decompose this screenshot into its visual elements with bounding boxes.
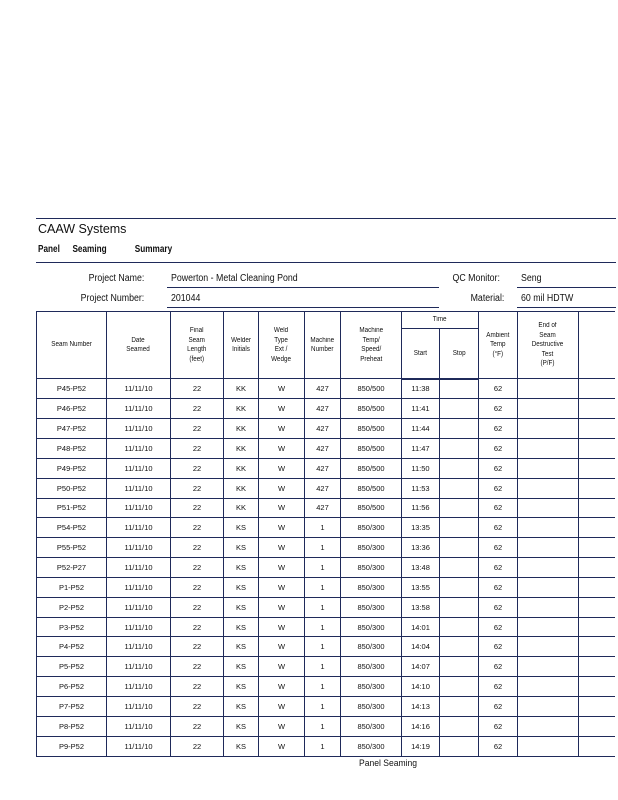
- cell-seam-number: P46-P52: [37, 399, 107, 419]
- cell-ambient-temp: 62: [479, 458, 518, 478]
- cell-weld-type: W: [259, 716, 305, 736]
- cell-machine-temp: 850/500: [341, 399, 402, 419]
- cell-machine-temp: 850/300: [341, 577, 402, 597]
- cell-date-seamed: 11/11/10: [107, 558, 171, 578]
- cell-time-start: 14:07: [402, 657, 440, 677]
- report-subtitle: [38, 244, 172, 255]
- cell-destructive-test: [518, 498, 579, 518]
- cell-time-start: 14:16: [402, 716, 440, 736]
- table-row: [37, 637, 615, 657]
- col-machine-temp: Machine Temp/ Speed/ Preheat: [341, 312, 402, 379]
- cell-final-length: 22: [171, 518, 224, 538]
- cell-time-stop: [440, 538, 479, 558]
- cell-weld-type: W: [259, 498, 305, 518]
- header-rule: [36, 262, 616, 263]
- table-row: [37, 697, 615, 717]
- cell-machine-number: 427: [305, 478, 341, 498]
- cell-date-seamed: 11/11/10: [107, 657, 171, 677]
- cell-time-start: 11:50: [402, 458, 440, 478]
- cell-destructive-test: [518, 518, 579, 538]
- cell-destructive-test: [518, 637, 579, 657]
- table-row: [37, 379, 615, 399]
- subtitle-word: Seaming: [72, 244, 107, 255]
- cell-welder-initials: KS: [224, 736, 259, 756]
- cell-seam-number: P54-P52: [37, 518, 107, 538]
- cell-weld-type: W: [259, 637, 305, 657]
- table-row: [37, 716, 615, 736]
- cell-weld-type: W: [259, 677, 305, 697]
- cell-time-start: 11:44: [402, 419, 440, 439]
- table-row: [37, 657, 615, 677]
- cell-welder-initials: KS: [224, 518, 259, 538]
- cell-seam-number: P2-P52: [37, 597, 107, 617]
- table-row: [37, 597, 615, 617]
- cell-seam-number: P51-P52: [37, 498, 107, 518]
- cell-extra: [579, 597, 615, 617]
- cell-final-length: 22: [171, 399, 224, 419]
- table-row: [37, 577, 615, 597]
- cell-extra: [579, 478, 615, 498]
- cell-weld-type: W: [259, 399, 305, 419]
- cell-weld-type: W: [259, 597, 305, 617]
- cell-extra: [579, 577, 615, 597]
- cell-date-seamed: 11/11/10: [107, 439, 171, 459]
- cell-ambient-temp: 62: [479, 538, 518, 558]
- cell-extra: [579, 399, 615, 419]
- cell-final-length: 22: [171, 538, 224, 558]
- cell-time-stop: [440, 577, 479, 597]
- cell-destructive-test: [518, 419, 579, 439]
- cell-time-stop: [440, 716, 479, 736]
- cell-weld-type: W: [259, 439, 305, 459]
- cell-seam-number: P8-P52: [37, 716, 107, 736]
- cell-time-stop: [440, 518, 479, 538]
- cell-final-length: 22: [171, 637, 224, 657]
- cell-seam-number: P50-P52: [37, 478, 107, 498]
- cell-machine-temp: 850/300: [341, 518, 402, 538]
- cell-extra: [579, 538, 615, 558]
- cell-time-stop: [440, 379, 479, 399]
- cell-date-seamed: 11/11/10: [107, 736, 171, 756]
- cell-extra: [579, 379, 615, 399]
- cell-machine-temp: 850/500: [341, 458, 402, 478]
- cell-time-start: 13:58: [402, 597, 440, 617]
- cell-machine-number: 1: [305, 558, 341, 578]
- cell-ambient-temp: 62: [479, 716, 518, 736]
- cell-date-seamed: 11/11/10: [107, 478, 171, 498]
- cell-time-stop: [440, 617, 479, 637]
- cell-destructive-test: [518, 558, 579, 578]
- cell-extra: [579, 617, 615, 637]
- cell-welder-initials: KS: [224, 597, 259, 617]
- cell-date-seamed: 11/11/10: [107, 538, 171, 558]
- table-row: [37, 478, 615, 498]
- qc-monitor-value: Seng: [521, 273, 542, 284]
- cell-seam-number: P6-P52: [37, 677, 107, 697]
- table-row: [37, 538, 615, 558]
- cell-destructive-test: [518, 458, 579, 478]
- cell-extra: [579, 439, 615, 459]
- cell-machine-temp: 850/500: [341, 478, 402, 498]
- cell-destructive-test: [518, 577, 579, 597]
- table-row: [37, 736, 615, 756]
- cell-final-length: 22: [171, 558, 224, 578]
- cell-time-start: 14:19: [402, 736, 440, 756]
- cell-final-length: 22: [171, 478, 224, 498]
- cell-time-start: 13:35: [402, 518, 440, 538]
- table-row: [37, 498, 615, 518]
- table-row: [37, 399, 615, 419]
- qc-monitor-label: QC Monitor:: [452, 273, 500, 284]
- cell-time-stop: [440, 419, 479, 439]
- cell-time-start: 14:10: [402, 677, 440, 697]
- col-final-length: Final Seam Length (feet): [171, 312, 224, 379]
- cell-machine-number: 1: [305, 697, 341, 717]
- cell-extra: [579, 637, 615, 657]
- cell-seam-number: P47-P52: [37, 419, 107, 439]
- cell-seam-number: P45-P52: [37, 379, 107, 399]
- table-row: [37, 558, 615, 578]
- cell-destructive-test: [518, 538, 579, 558]
- cell-ambient-temp: 62: [479, 439, 518, 459]
- cell-machine-temp: 850/300: [341, 637, 402, 657]
- cell-time-start: 13:48: [402, 558, 440, 578]
- cell-time-stop: [440, 736, 479, 756]
- cell-extra: [579, 518, 615, 538]
- cell-time-start: 11:47: [402, 439, 440, 459]
- col-time: Time: [402, 312, 479, 329]
- cell-machine-number: 1: [305, 538, 341, 558]
- col-destructive-test: End of Seam Destructive Test (P/F): [518, 312, 579, 379]
- col-weld-type: Weld Type Ext / Wedge: [259, 312, 305, 379]
- cell-machine-number: 427: [305, 439, 341, 459]
- cell-machine-number: 1: [305, 716, 341, 736]
- cell-seam-number: P7-P52: [37, 697, 107, 717]
- col-date-seamed: Date Seamed: [107, 312, 171, 379]
- cell-machine-number: 427: [305, 498, 341, 518]
- page-footer: Panel Seaming: [359, 758, 417, 769]
- cell-weld-type: W: [259, 577, 305, 597]
- table-row: [37, 419, 615, 439]
- cell-welder-initials: KS: [224, 697, 259, 717]
- cell-machine-number: 1: [305, 637, 341, 657]
- cell-destructive-test: [518, 399, 579, 419]
- cell-seam-number: P52-P27: [37, 558, 107, 578]
- cell-final-length: 22: [171, 498, 224, 518]
- cell-time-start: 11:56: [402, 498, 440, 518]
- cell-final-length: 22: [171, 458, 224, 478]
- cell-welder-initials: KS: [224, 716, 259, 736]
- project-number-label: Project Number:: [80, 293, 144, 304]
- cell-machine-temp: 850/300: [341, 538, 402, 558]
- cell-machine-number: 1: [305, 518, 341, 538]
- col-time-stop: Stop: [440, 329, 479, 379]
- cell-extra: [579, 697, 615, 717]
- project-name-value: Powerton - Metal Cleaning Pond: [171, 273, 298, 284]
- cell-date-seamed: 11/11/10: [107, 637, 171, 657]
- table-row: [37, 677, 615, 697]
- cell-date-seamed: 11/11/10: [107, 419, 171, 439]
- cell-date-seamed: 11/11/10: [107, 577, 171, 597]
- cell-time-stop: [440, 498, 479, 518]
- qc-monitor-underline: [517, 287, 616, 288]
- cell-welder-initials: KS: [224, 677, 259, 697]
- cell-welder-initials: KK: [224, 399, 259, 419]
- subtitle-word: Summary: [134, 244, 173, 255]
- cell-destructive-test: [518, 478, 579, 498]
- cell-ambient-temp: 62: [479, 399, 518, 419]
- cell-seam-number: P1-P52: [37, 577, 107, 597]
- cell-time-start: 13:36: [402, 538, 440, 558]
- table-row: [37, 518, 615, 538]
- cell-machine-temp: 850/300: [341, 677, 402, 697]
- material-value: 60 mil HDTW: [521, 293, 574, 304]
- cell-time-stop: [440, 677, 479, 697]
- cell-machine-number: 1: [305, 657, 341, 677]
- cell-time-stop: [440, 637, 479, 657]
- cell-ambient-temp: 62: [479, 558, 518, 578]
- cell-destructive-test: [518, 379, 579, 399]
- cell-machine-number: 1: [305, 577, 341, 597]
- cell-seam-number: P48-P52: [37, 439, 107, 459]
- cell-ambient-temp: 62: [479, 637, 518, 657]
- cell-machine-temp: 850/500: [341, 379, 402, 399]
- cell-time-stop: [440, 439, 479, 459]
- cell-seam-number: P9-P52: [37, 736, 107, 756]
- cell-ambient-temp: 62: [479, 498, 518, 518]
- cell-date-seamed: 11/11/10: [107, 617, 171, 637]
- cell-ambient-temp: 62: [479, 736, 518, 756]
- col-ambient-temp: Ambient Temp (°F): [479, 312, 518, 379]
- col-extra: [579, 312, 615, 379]
- cell-welder-initials: KS: [224, 657, 259, 677]
- cell-machine-temp: 850/300: [341, 697, 402, 717]
- cell-date-seamed: 11/11/10: [107, 597, 171, 617]
- cell-date-seamed: 11/11/10: [107, 716, 171, 736]
- cell-welder-initials: KS: [224, 637, 259, 657]
- cell-time-stop: [440, 558, 479, 578]
- cell-machine-number: 1: [305, 677, 341, 697]
- cell-final-length: 22: [171, 736, 224, 756]
- cell-welder-initials: KS: [224, 577, 259, 597]
- cell-weld-type: W: [259, 379, 305, 399]
- cell-destructive-test: [518, 657, 579, 677]
- cell-ambient-temp: 62: [479, 697, 518, 717]
- cell-weld-type: W: [259, 697, 305, 717]
- cell-ambient-temp: 62: [479, 577, 518, 597]
- cell-seam-number: P3-P52: [37, 617, 107, 637]
- cell-weld-type: W: [259, 657, 305, 677]
- cell-destructive-test: [518, 697, 579, 717]
- cell-weld-type: W: [259, 617, 305, 637]
- col-time-start: Start: [402, 329, 440, 379]
- cell-ambient-temp: 62: [479, 677, 518, 697]
- material-label: Material:: [470, 293, 504, 304]
- cell-final-length: 22: [171, 697, 224, 717]
- cell-time-start: 13:55: [402, 577, 440, 597]
- cell-extra: [579, 498, 615, 518]
- col-machine-number: Machine Number: [305, 312, 341, 379]
- cell-seam-number: P49-P52: [37, 458, 107, 478]
- cell-time-stop: [440, 458, 479, 478]
- cell-time-start: 11:41: [402, 399, 440, 419]
- cell-date-seamed: 11/11/10: [107, 399, 171, 419]
- cell-date-seamed: 11/11/10: [107, 498, 171, 518]
- cell-time-stop: [440, 478, 479, 498]
- cell-welder-initials: KK: [224, 379, 259, 399]
- cell-final-length: 22: [171, 439, 224, 459]
- cell-final-length: 22: [171, 379, 224, 399]
- project-name-underline: [167, 287, 439, 288]
- cell-date-seamed: 11/11/10: [107, 518, 171, 538]
- cell-seam-number: P55-P52: [37, 538, 107, 558]
- cell-machine-number: 427: [305, 379, 341, 399]
- cell-machine-temp: 850/300: [341, 736, 402, 756]
- cell-final-length: 22: [171, 677, 224, 697]
- col-seam-number: Seam Number: [37, 312, 107, 379]
- cell-machine-number: 427: [305, 458, 341, 478]
- project-number-value: 201044: [171, 293, 201, 304]
- cell-extra: [579, 657, 615, 677]
- cell-time-start: 14:01: [402, 617, 440, 637]
- cell-weld-type: W: [259, 736, 305, 756]
- table-row: [37, 617, 615, 637]
- cell-time-stop: [440, 657, 479, 677]
- cell-machine-number: 1: [305, 736, 341, 756]
- cell-ambient-temp: 62: [479, 657, 518, 677]
- cell-machine-number: 1: [305, 597, 341, 617]
- top-rule: [36, 218, 616, 219]
- cell-ambient-temp: 62: [479, 419, 518, 439]
- seaming-table: [36, 311, 615, 757]
- cell-time-start: 11:53: [402, 478, 440, 498]
- cell-machine-temp: 850/500: [341, 498, 402, 518]
- cell-time-stop: [440, 697, 479, 717]
- cell-machine-number: 427: [305, 419, 341, 439]
- cell-ambient-temp: 62: [479, 478, 518, 498]
- cell-destructive-test: [518, 439, 579, 459]
- cell-welder-initials: KS: [224, 617, 259, 637]
- cell-extra: [579, 419, 615, 439]
- cell-destructive-test: [518, 716, 579, 736]
- cell-time-start: 14:13: [402, 697, 440, 717]
- table-row: [37, 458, 615, 478]
- cell-time-start: 14:04: [402, 637, 440, 657]
- cell-machine-number: 427: [305, 399, 341, 419]
- cell-machine-temp: 850/300: [341, 558, 402, 578]
- cell-welder-initials: KK: [224, 458, 259, 478]
- project-name-label: Project Name:: [88, 273, 144, 284]
- cell-weld-type: W: [259, 518, 305, 538]
- cell-final-length: 22: [171, 716, 224, 736]
- cell-date-seamed: 11/11/10: [107, 458, 171, 478]
- cell-machine-temp: 850/500: [341, 419, 402, 439]
- cell-time-start: 11:38: [402, 379, 440, 399]
- cell-ambient-temp: 62: [479, 518, 518, 538]
- cell-welder-initials: KK: [224, 439, 259, 459]
- cell-machine-temp: 850/300: [341, 716, 402, 736]
- cell-destructive-test: [518, 677, 579, 697]
- cell-destructive-test: [518, 597, 579, 617]
- cell-extra: [579, 558, 615, 578]
- cell-date-seamed: 11/11/10: [107, 379, 171, 399]
- cell-extra: [579, 736, 615, 756]
- cell-destructive-test: [518, 736, 579, 756]
- cell-ambient-temp: 62: [479, 379, 518, 399]
- cell-welder-initials: KK: [224, 419, 259, 439]
- cell-time-stop: [440, 399, 479, 419]
- cell-machine-number: 1: [305, 617, 341, 637]
- cell-welder-initials: KS: [224, 558, 259, 578]
- cell-extra: [579, 677, 615, 697]
- cell-final-length: 22: [171, 657, 224, 677]
- cell-ambient-temp: 62: [479, 617, 518, 637]
- cell-machine-temp: 850/500: [341, 439, 402, 459]
- cell-date-seamed: 11/11/10: [107, 677, 171, 697]
- cell-welder-initials: KK: [224, 478, 259, 498]
- cell-extra: [579, 716, 615, 736]
- table-row: [37, 439, 615, 459]
- table-body: [37, 379, 615, 757]
- col-welder-initials: Welder Initials: [224, 312, 259, 379]
- cell-weld-type: W: [259, 478, 305, 498]
- cell-extra: [579, 458, 615, 478]
- cell-welder-initials: KK: [224, 498, 259, 518]
- cell-welder-initials: KS: [224, 538, 259, 558]
- cell-machine-temp: 850/300: [341, 617, 402, 637]
- cell-date-seamed: 11/11/10: [107, 697, 171, 717]
- cell-weld-type: W: [259, 419, 305, 439]
- cell-final-length: 22: [171, 419, 224, 439]
- cell-weld-type: W: [259, 558, 305, 578]
- company-name: CAAW Systems: [38, 222, 127, 236]
- cell-seam-number: P4-P52: [37, 637, 107, 657]
- cell-machine-temp: 850/300: [341, 597, 402, 617]
- cell-final-length: 22: [171, 617, 224, 637]
- subtitle-word: Panel: [38, 244, 60, 255]
- cell-final-length: 22: [171, 597, 224, 617]
- cell-weld-type: W: [259, 458, 305, 478]
- cell-final-length: 22: [171, 577, 224, 597]
- material-underline: [517, 307, 616, 308]
- project-number-underline: [167, 307, 439, 308]
- cell-weld-type: W: [259, 538, 305, 558]
- cell-machine-temp: 850/300: [341, 657, 402, 677]
- cell-ambient-temp: 62: [479, 597, 518, 617]
- cell-seam-number: P5-P52: [37, 657, 107, 677]
- cell-time-stop: [440, 597, 479, 617]
- cell-destructive-test: [518, 617, 579, 637]
